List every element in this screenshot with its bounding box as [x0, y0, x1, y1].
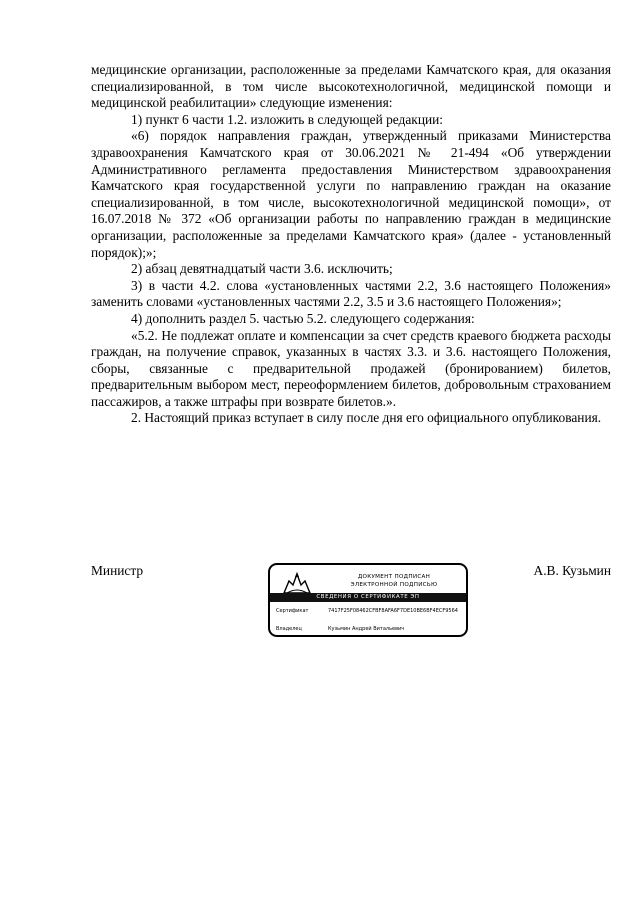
- stamp-owner-label: Владелец: [276, 626, 302, 632]
- stamp-heading-line-1: ДОКУМЕНТ ПОДПИСАН: [357, 574, 431, 580]
- stamp-certificate-value: 7417F25F08462CFBF8AFA6F7DE10BE6BF4ECF9564: [328, 608, 458, 614]
- paragraph-item-2: 2) абзац девятнадцатый части 3.6. исключить;: [131, 261, 393, 277]
- signatory-name: А.В. Кузьмин: [533, 563, 611, 578]
- electronic-signature-stamp: [268, 563, 468, 637]
- stamp-certificate-bar: СВЕДЕНИЯ О СЕРТИФИКАТЕ ЭП: [270, 593, 466, 602]
- stamp-owner-row: [276, 626, 404, 632]
- paragraph-item-1-text: «6) порядок направления граждан, утвержденный приказами Министерства здравоохранения Камчатского края от 30.06.2021 № 21-494 «Об утверждении Административного регламента предоставления Министерством здравоохранения Камчатского края государственной услуги по направлению граждан на оказание специализированной, в том числе, высокотехнологичной медицинской помощи», от 16.07.2018 № 372 «Об организации работы по направлению граждан в медицинские организации, расположенные за пределами Камчатского края» (далее - установленный порядок);»;: [91, 128, 611, 260]
- stamp-certificate-row: [276, 608, 458, 614]
- paragraph-item-4-text: «5.2. Не подлежат оплате и компенсации за счет средств краевого бюджета расходы граждан, на получение справок, указанных в частях 3.3. и 3.6. настоящего Положения, сборы, связанные с предварительной продажей (бронированием) билетов, предварительным выбором мест, переоформлением билетов, добровольным страхованием пассажиров, а также штрафы при возврате билетов.».: [91, 327, 611, 409]
- stamp-certificate-label: Сертификат: [276, 608, 309, 614]
- paragraph-item-4: 4) дополнить раздел 5. частью 5.2. следующего содержания:: [131, 310, 475, 326]
- stamp-heading-line-2: ЭЛЕКТРОННОЙ ПОДПИСЬЮ: [350, 582, 438, 588]
- document-body: [91, 62, 611, 427]
- signatory-title: Министр: [91, 563, 144, 578]
- paragraph-effective-date: 2. Настоящий приказ вступает в силу после дня его официального опубликования.: [131, 410, 602, 426]
- paragraph-item-3: 3) в части 4.2. слова «установленных частями 2.2, 3.6 настоящего Положения» заменить словами «установленных частями 2.2, 3.5 и 3.6 настоящего Положения»;: [91, 277, 611, 310]
- paragraph-item-1: 1) пункт 6 части 1.2. изложить в следующей редакции:: [131, 111, 444, 127]
- stamp-owner-value: Кузьмин Андрей Витальевич: [328, 626, 405, 632]
- paragraph-intro: медицинские организации, расположенные за пределами Камчатского края, для оказания специализированной, в том числе высокотехнологичной, медицинской помощи и медицинской реабилитации» следующие изменения:: [91, 62, 611, 111]
